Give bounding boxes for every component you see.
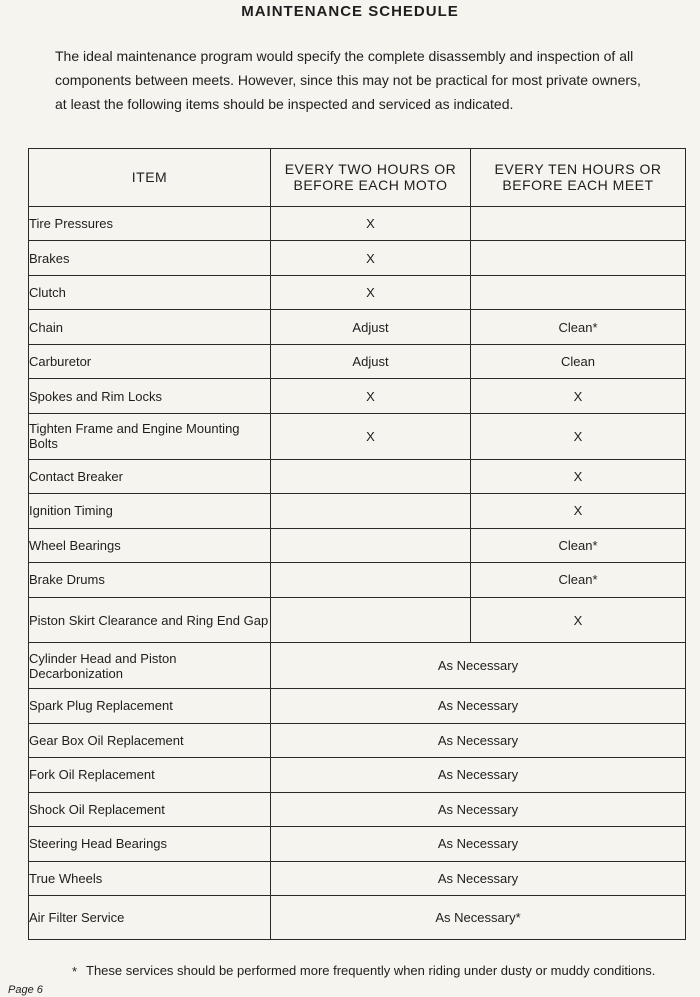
table-row	[29, 206, 686, 241]
row-item: Fork Oil Replacement	[29, 758, 271, 793]
table-row	[29, 379, 686, 414]
row-item: Brakes	[29, 241, 271, 276]
row-two-hours-value	[271, 597, 471, 643]
row-item: Cylinder Head and Piston Decarbonization	[29, 643, 271, 689]
row-item: Piston Skirt Clearance and Ring End Gap	[29, 597, 271, 643]
row-item: Wheel Bearings	[29, 528, 271, 563]
table-row	[29, 413, 686, 459]
page-title: MAINTENANCE SCHEDULE	[241, 3, 459, 20]
intro-paragraph	[55, 44, 655, 116]
table-header-row	[29, 149, 686, 207]
table-row	[29, 792, 686, 827]
table-row	[29, 344, 686, 379]
row-item: Carburetor	[29, 344, 271, 379]
row-ten-hours-value: X	[471, 459, 686, 494]
table-row	[29, 528, 686, 563]
row-two-hours-value	[271, 494, 471, 529]
table-row	[29, 459, 686, 494]
table-row	[29, 310, 686, 345]
table-row	[29, 597, 686, 643]
footnote-text: These services should be performed more frequently when riding under dusty or muddy conditions.	[86, 963, 656, 978]
row-two-hours-value	[271, 563, 471, 598]
row-two-hours-value: X	[271, 275, 471, 310]
row-ten-hours-value: Clean*	[471, 528, 686, 563]
row-ten-hours-value: Clean*	[471, 310, 686, 345]
row-spanned-value: As Necessary	[271, 792, 686, 827]
row-two-hours-value: X	[271, 413, 471, 459]
row-item: Steering Head Bearings	[29, 827, 271, 862]
row-two-hours-value: X	[271, 379, 471, 414]
header-two-hours: EVERY TWO HOURS OR BEFORE EACH MOTO	[271, 149, 471, 207]
table-row	[29, 563, 686, 598]
table-row	[29, 241, 686, 276]
row-ten-hours-value: X	[471, 379, 686, 414]
row-ten-hours-value: X	[471, 597, 686, 643]
row-two-hours-value: X	[271, 206, 471, 241]
row-item: Clutch	[29, 275, 271, 310]
row-item: Contact Breaker	[29, 459, 271, 494]
table-row	[29, 758, 686, 793]
row-ten-hours-value: X	[471, 413, 686, 459]
row-item: Air Filter Service	[29, 896, 271, 940]
row-item: Tighten Frame and Engine Mounting Bolts	[29, 413, 271, 459]
header-ten-hours: EVERY TEN HOURS OR BEFORE EACH MEET	[471, 149, 686, 207]
row-two-hours-value: Adjust	[271, 310, 471, 345]
footnote-star: *	[72, 964, 78, 979]
table-row	[29, 861, 686, 896]
row-spanned-value: As Necessary	[271, 643, 686, 689]
row-ten-hours-value: X	[471, 494, 686, 529]
row-two-hours-value: Adjust	[271, 344, 471, 379]
row-spanned-value: As Necessary	[271, 827, 686, 862]
table-row	[29, 643, 686, 689]
row-spanned-value: As Necessary	[271, 689, 686, 724]
table-row	[29, 275, 686, 310]
intro-line-3: at least the following items should be inspected and serviced as indicated.	[55, 96, 514, 112]
row-ten-hours-value	[471, 241, 686, 276]
row-spanned-value: As Necessary	[271, 861, 686, 896]
row-item: Spark Plug Replacement	[29, 689, 271, 724]
footnote	[72, 963, 672, 978]
row-spanned-value: As Necessary*	[271, 896, 686, 940]
row-two-hours-value	[271, 459, 471, 494]
row-item: Spokes and Rim Locks	[29, 379, 271, 414]
header-item: ITEM	[29, 149, 271, 207]
row-item: Tire Pressures	[29, 206, 271, 241]
row-spanned-value: As Necessary	[271, 723, 686, 758]
row-item: Shock Oil Replacement	[29, 792, 271, 827]
row-ten-hours-value	[471, 206, 686, 241]
page-number: Page 6	[8, 984, 43, 996]
table-row	[29, 689, 686, 724]
row-ten-hours-value: Clean*	[471, 563, 686, 598]
row-two-hours-value: X	[271, 241, 471, 276]
row-item: Ignition Timing	[29, 494, 271, 529]
row-ten-hours-value	[471, 275, 686, 310]
maintenance-table	[28, 148, 686, 940]
intro-line-1: The ideal maintenance program would specify the complete disassembly and inspection of all	[55, 48, 634, 64]
table-row	[29, 896, 686, 940]
table-row	[29, 827, 686, 862]
table-row	[29, 494, 686, 529]
intro-line-2: components between meets. However, since this may not be practical for most private owners,	[55, 72, 641, 88]
row-item: Gear Box Oil Replacement	[29, 723, 271, 758]
row-item: True Wheels	[29, 861, 271, 896]
row-item: Chain	[29, 310, 271, 345]
row-item: Brake Drums	[29, 563, 271, 598]
row-spanned-value: As Necessary	[271, 758, 686, 793]
row-two-hours-value	[271, 528, 471, 563]
row-ten-hours-value: Clean	[471, 344, 686, 379]
table-row	[29, 723, 686, 758]
